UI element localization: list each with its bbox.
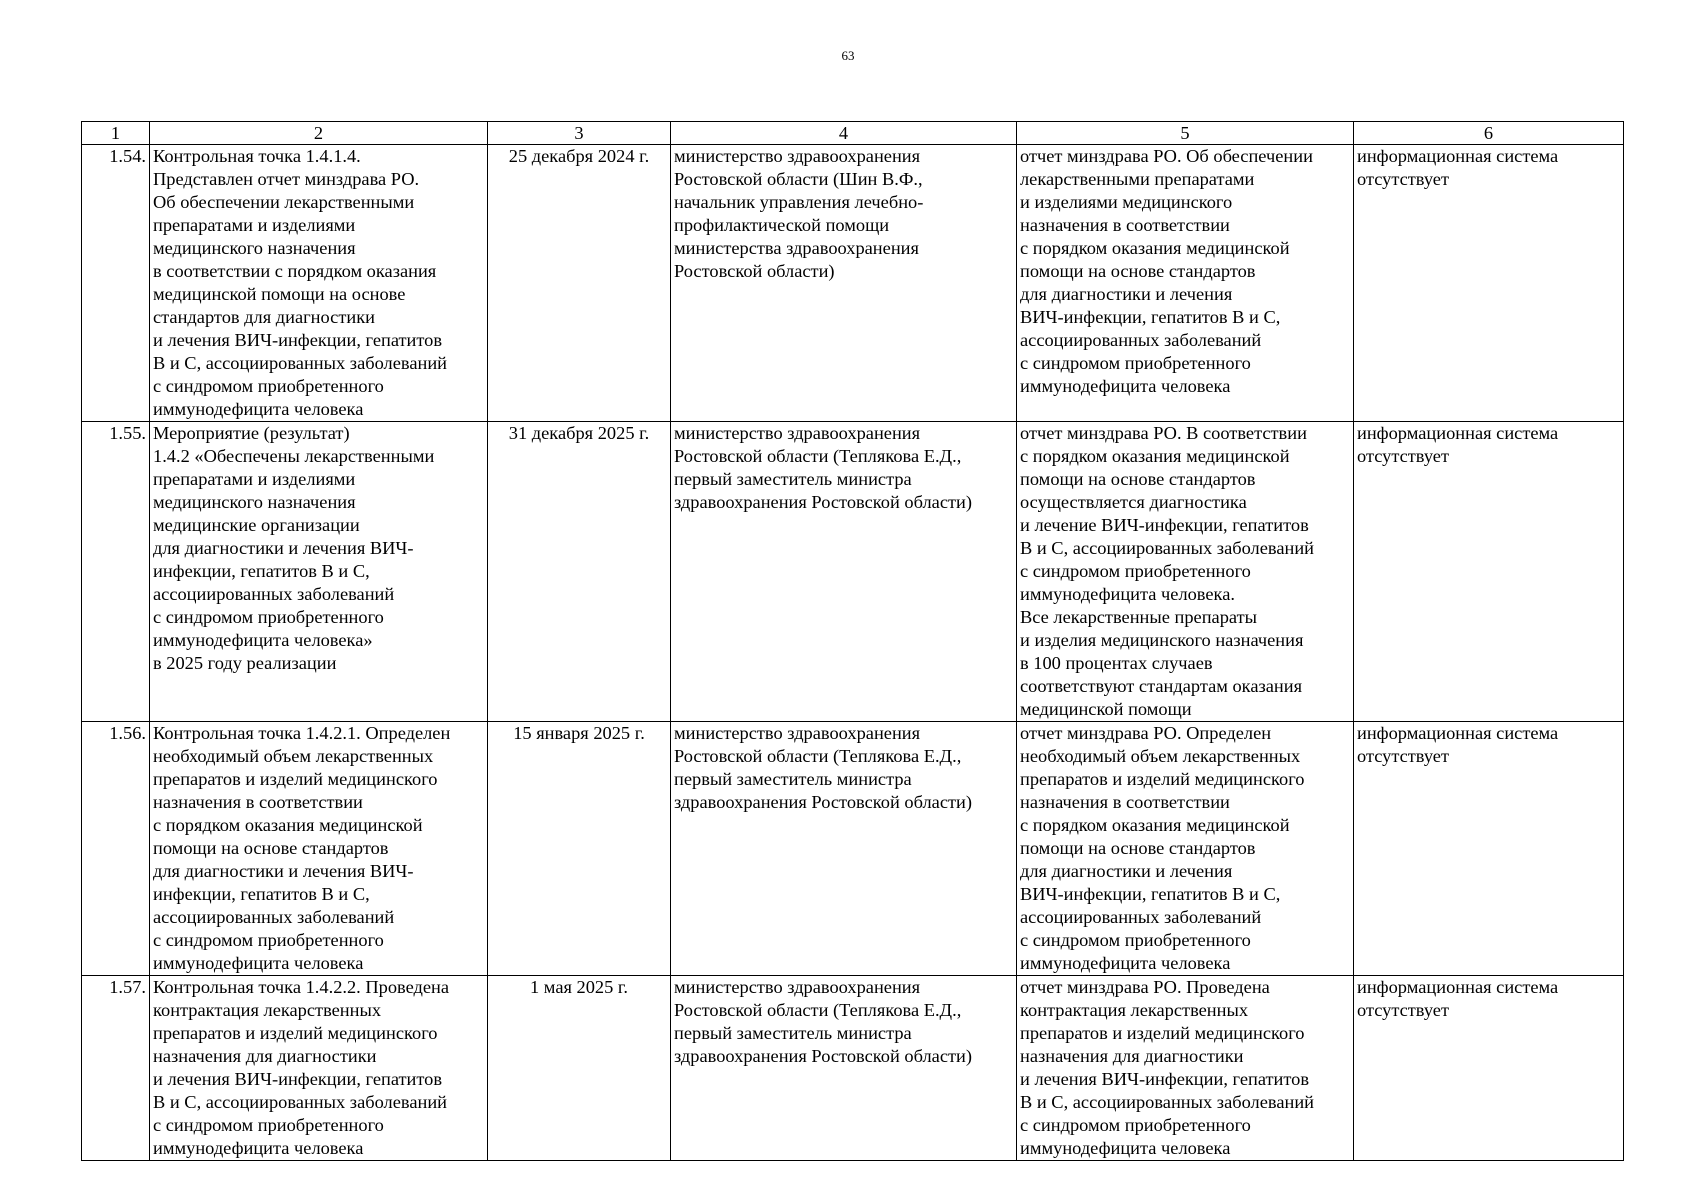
table-row	[82, 722, 1624, 976]
row-information-system: информационная система отсутствует	[1354, 145, 1624, 422]
table-row	[82, 422, 1624, 722]
table-row	[82, 145, 1624, 422]
row-number: 1.55.	[82, 422, 150, 722]
implementation-plan-table	[81, 121, 1624, 1161]
row-description: Контрольная точка 1.4.1.4. Представлен отчет минздрава РО. Об обеспечении лекарственными препаратами и изделиями медицинского назначения в соответствии с порядком оказания медицинской помощи на основе стандартов для диагностики и лечения ВИЧ-инфекции, гепатитов В и С, ассоциированных заболеваний с синдромом приобретенного иммунодефицита человека	[150, 145, 488, 422]
row-responsible: министерство здравоохранения Ростовской области (Теплякова Е.Д., первый заместитель министра здравоохранения Ростовской области)	[671, 722, 1017, 976]
row-information-system: информационная система отсутствует	[1354, 722, 1624, 976]
row-responsible: министерство здравоохранения Ростовской области (Теплякова Е.Д., первый заместитель министра здравоохранения Ростовской области)	[671, 422, 1017, 722]
row-date: 15 января 2025 г.	[488, 722, 671, 976]
column-header: 2	[150, 122, 488, 145]
row-document: отчет минздрава РО. Об обеспечении лекарственными препаратами и изделиями медицинского назначения в соответствии с порядком оказания медицинской помощи на основе стандартов для диагностики и лечения ВИЧ-инфекции, гепатитов В и С, ассоциированных заболеваний с синдромом приобретенного иммунодефицита человека	[1017, 145, 1354, 422]
row-date: 25 декабря 2024 г.	[488, 145, 671, 422]
row-description: Контрольная точка 1.4.2.1. Определен необходимый объем лекарственных препаратов и изделий медицинского назначения в соответствии с порядком оказания медицинской помощи на основе стандартов для диагностики и лечения ВИЧ- инфекции, гепатитов В и С, ассоциированных заболеваний с синдромом приобретенного иммунодефицита человека	[150, 722, 488, 976]
row-information-system: информационная система отсутствует	[1354, 422, 1624, 722]
table-row	[82, 976, 1624, 1161]
column-header: 5	[1017, 122, 1354, 145]
row-number: 1.57.	[82, 976, 150, 1161]
column-header: 6	[1354, 122, 1624, 145]
row-description: Контрольная точка 1.4.2.2. Проведена контрактация лекарственных препаратов и изделий медицинского назначения для диагностики и лечения ВИЧ-инфекции, гепатитов В и С, ассоциированных заболеваний с синдромом приобретенного иммунодефицита человека	[150, 976, 488, 1161]
row-description: Мероприятие (результат) 1.4.2 «Обеспечены лекарственными препаратами и изделиями медицинского назначения медицинские организации для диагностики и лечения ВИЧ- инфекции, гепатитов В и С, ассоциированных заболеваний с синдромом приобретенного иммунодефицита человека» в 2025 году реализации	[150, 422, 488, 722]
row-number: 1.54.	[82, 145, 150, 422]
page-number: 63	[841, 48, 855, 63]
column-header: 3	[488, 122, 671, 145]
row-document: отчет минздрава РО. Определен необходимый объем лекарственных препаратов и изделий медицинского назначения в соответствии с порядком оказания медицинской помощи на основе стандартов для диагностики и лечения ВИЧ-инфекции, гепатитов В и С, ассоциированных заболеваний с синдромом приобретенного иммунодефицита человека	[1017, 722, 1354, 976]
row-document: отчет минздрава РО. В соответствии с порядком оказания медицинской помощи на основе стандартов осуществляется диагностика и лечение ВИЧ-инфекции, гепатитов В и С, ассоциированных заболеваний с синдромом приобретенного иммунодефицита человека. Все лекарственные препараты и изделия медицинского назначения в 100 процентах случаев соответствуют стандартам оказания медицинской помощи	[1017, 422, 1354, 722]
row-number: 1.56.	[82, 722, 150, 976]
row-date: 1 мая 2025 г.	[488, 976, 671, 1161]
column-header: 1	[82, 122, 150, 145]
row-date: 31 декабря 2025 г.	[488, 422, 671, 722]
column-header: 4	[671, 122, 1017, 145]
row-information-system: информационная система отсутствует	[1354, 976, 1624, 1161]
table-header-row	[82, 122, 1624, 145]
row-document: отчет минздрава РО. Проведена контрактация лекарственных препаратов и изделий медицинского назначения для диагностики и лечения ВИЧ-инфекции, гепатитов В и С, ассоциированных заболеваний с синдромом приобретенного иммунодефицита человека	[1017, 976, 1354, 1161]
row-responsible: министерство здравоохранения Ростовской области (Шин В.Ф., начальник управления лечебно- профилактической помощи министерства здравоохранения Ростовской области)	[671, 145, 1017, 422]
row-responsible: министерство здравоохранения Ростовской области (Теплякова Е.Д., первый заместитель министра здравоохранения Ростовской области)	[671, 976, 1017, 1161]
